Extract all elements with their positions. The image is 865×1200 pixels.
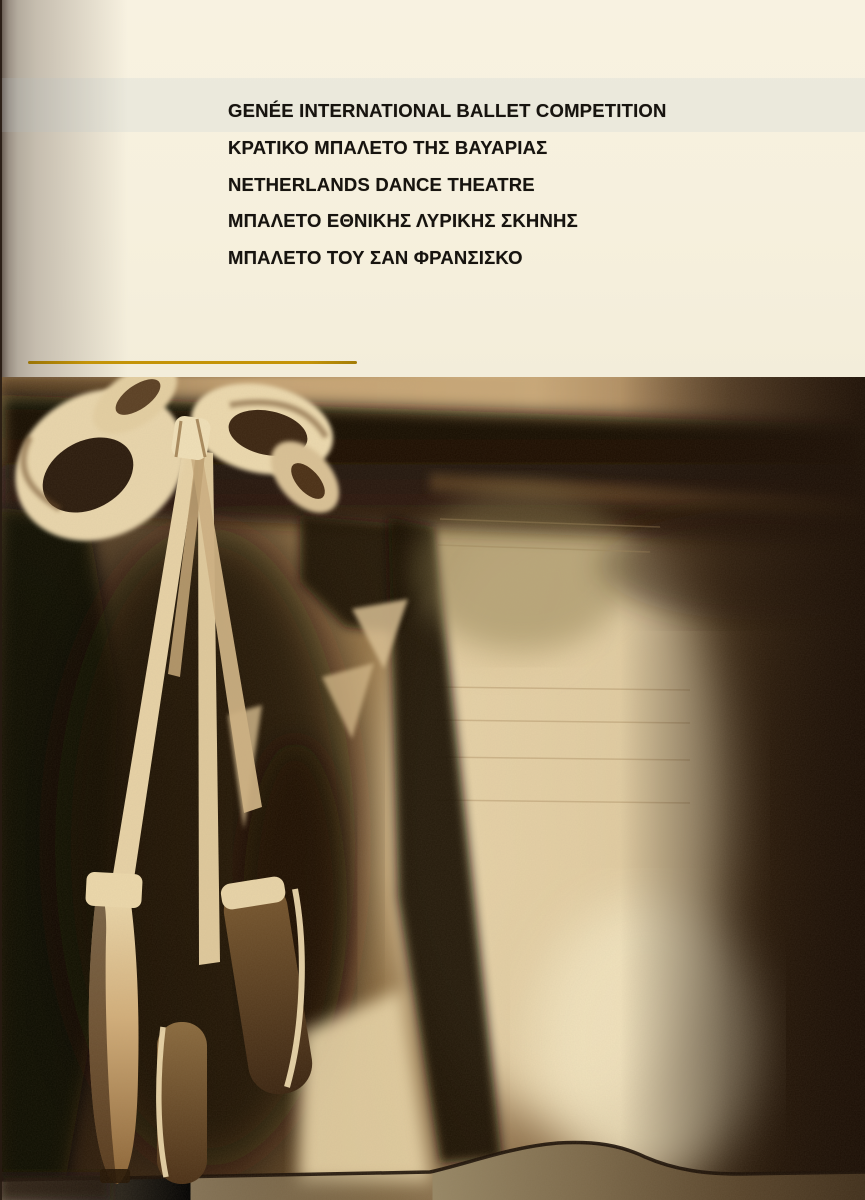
company-line-4: ΜΠΑΛΕΤΟ ΕΘΝΙΚΗΣ ΛΥΡΙΚΗΣ ΣΚΗΝΗΣ (228, 210, 578, 232)
pointe-shoes-photo-art (0, 377, 865, 1200)
film-grain (0, 377, 865, 1200)
gold-divider-rule (28, 361, 357, 364)
company-list (228, 93, 667, 277)
company-line-2: ΚΡΑΤΙΚΟ ΜΠΑΛΕΤΟ ΤΗΣ ΒΑΥΑΡΙΑΣ (228, 136, 548, 158)
company-line-1: GENÉE INTERNATIONAL BALLET COMPETITION (228, 100, 667, 121)
pointe-shoes-photo (0, 377, 865, 1200)
company-line-5: ΜΠΑΛΕΤΟ ΤΟΥ ΣΑΝ ΦΡΑΝΣΙΣΚΟ (228, 247, 523, 269)
book-gutter-shadow (0, 0, 140, 377)
company-line-3: NETHERLANDS DANCE THEATRE (228, 173, 535, 195)
page-spine-edge (0, 0, 2, 1200)
